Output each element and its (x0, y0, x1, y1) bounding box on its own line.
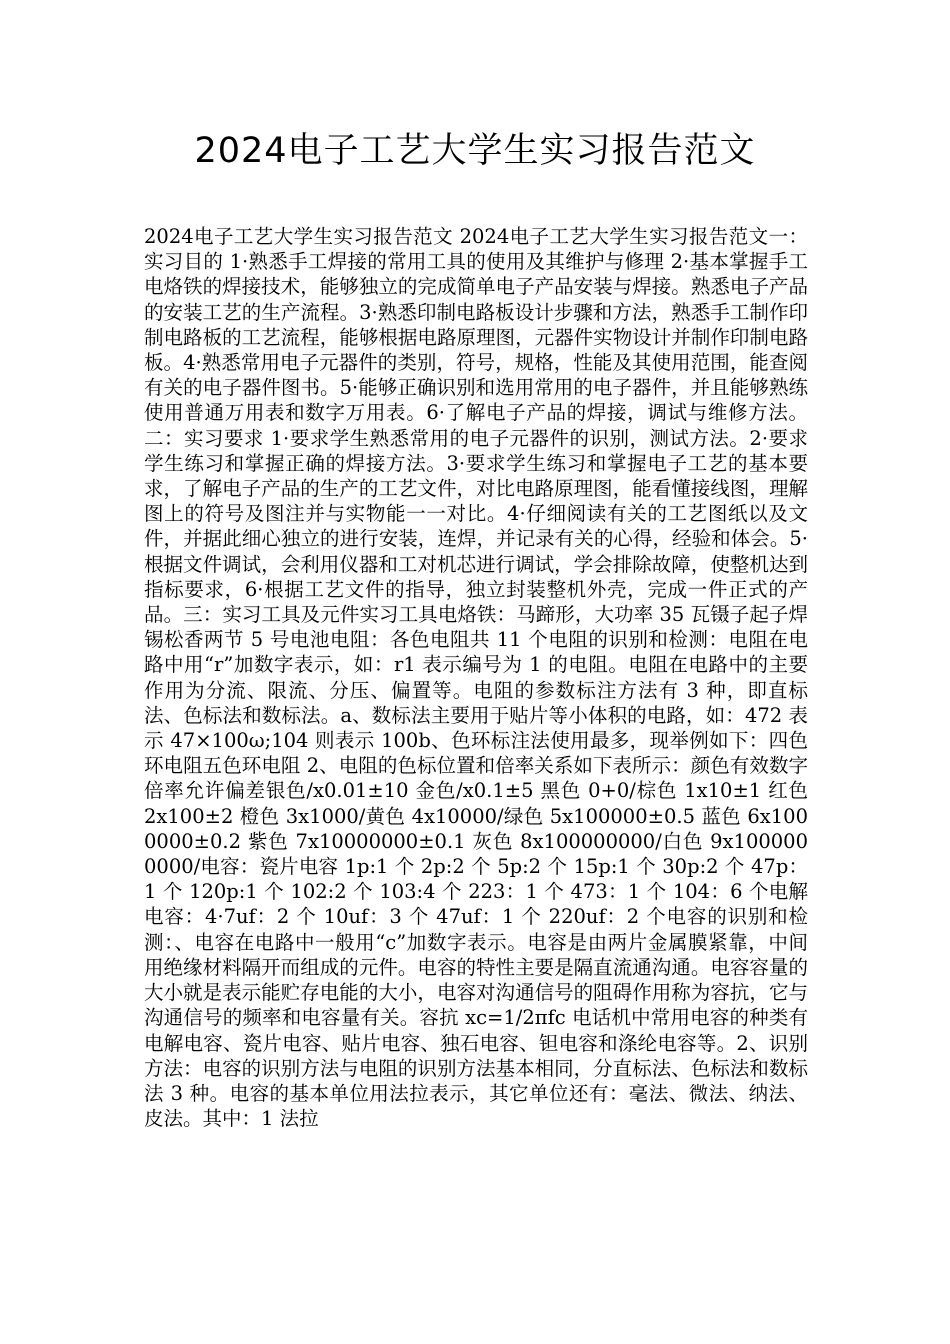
page-title: 2024电子工艺大学生实习报告范文 (194, 131, 756, 171)
body-paragraph: 2024电子工艺大学生实习报告范文 2024电子工艺大学生实习报告范文一：实习目的 1·熟悉手工焊接的常用工具的使用及其维护与修理 2·基本掌握手工电烙铁的焊接技术，能够独立的完成简单电子产品安装与焊接。熟悉电子产品的安装工艺的生产流程。3·熟悉印制电路板设计步骤和方法，熟悉手工制作印制电路板的工艺流程，能够根据电路原理图，元器件实物设计并制作印制电路板。4·熟悉常用电子元器件的类别，符号，规格，性能及其使用范围，能查阅有关的电子器件图书。5·能够正确识别和选用常用的电子器件，并且能够熟练使用普通万用表和数字万用表。6·了解电子产品的焊接，调试与维修方法。二：实习要求 1·要求学生熟悉常用的电子元器件的识别，测试方法。2·要求学生练习和掌握正确的焊接方法。3·要求学生练习和掌握电子工艺的基本要求，了解电子产品的生产的工艺文件，对比电路原理图，能看懂接线图，理解图上的符号及图注并与实物能一一对比。4·仔细阅读有关的工艺图纸以及文件，并据此细心独立的进行安装，连焊，并记录有关的心得，经验和体会。5·根据文件调试，会利用仪器和工对机芯进行调试，学会排除故障，使整机达到指标要求，6·根据工艺文件的指导，独立封装整机外壳，完成一件正式的产品。三：实习工具及元件实习工具电烙铁：马蹄形，大功率 35 瓦镊子起子焊锡松香两节 5 号电池电阻：各色电阻共 11 个电阻的识别和检测：电阻在电路中用“r”加数字表示，如：r1 表示编号为 1 的电阻。电阻在电路中的主要作用为分流、限流、分压、偏置等。电阻的参数标注方法有 3 种，即直标法、色标法和数标法。a、数标法主要用于贴片等小体积的电路，如：472 表示 47×100ω;104 则表示 100b、色环标注法使用最多，现举例如下：四色环电阻五色环电阻 2、电阻的色标位置和倍率关系如下表所示：颜色有效数字倍率允许偏差银色/x0.01±10 金色/x0.1±5 黑色 0+0/棕色 1x10±1 红色 2x100±2 橙色 3x1000/黄色 4x10000/绿色 5x100000±0.5 蓝色 6x1000000±0.2 紫色 7x10000000±0.1 灰色 8x100000000/白色 9x1000000000/电容：瓷片电容 1p:1 个 2p:2 个 5p:2 个 15p:1 个 30p:2 个 47p：1 个 120p:1 个 102:2 个 103:4 个 223：1 个 473：1 个 104：6 个电解电容：4·7uf：2 个 10uf：3 个 47uf：1 个 220uf：2 个电容的识别和检测：、电容在电路中一般用“c”加数字表示。电容是由两片金属膜紧靠，中间用绝缘材料隔开而组成的元件。电容的特性主要是隔直流通沟通。电容容量的大小就是表示能贮存电能的大小，电容对沟通信号的阻碍作用称为容抗，它与沟通信号的频率和电容量有关。容抗 xc=1/2πfc 电话机中常用电容的种类有电解电容、瓷片电容、贴片电容、独石电容、钽电容和涤纶电容等。2、识别方法：电容的识别方法与电阻的识别方法基本相同，分直标法、色标法和数标法 3 种。电容的基本单位用法拉表示，其它单位还有：毫法、微法、纳法、皮法。其中：1 法拉 (144, 225, 808, 1131)
